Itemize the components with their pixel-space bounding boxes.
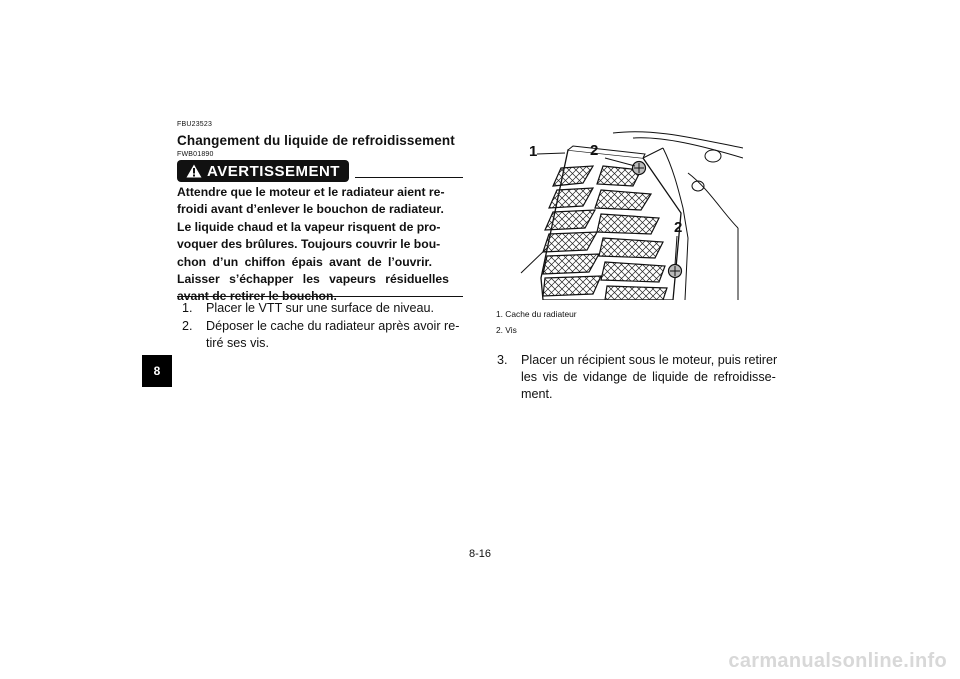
step-number: 2. [182,319,193,333]
warning-line: Le liquide chaud et la vapeur risquent de pro- [177,219,441,234]
warning-line: avant de retirer le bouchon. [177,289,337,304]
callout-2-top: 2 [590,142,599,159]
warning-rule [355,177,463,178]
warning-triangle-icon [186,164,202,178]
section-title: Changement du liquide de refroidissement [177,133,455,148]
page-number: 8-16 [468,548,492,560]
figure-caption-2: 2. Vis [496,325,517,335]
warning-badge-label: AVERTISSEMENT [207,162,340,180]
step-text-continued: les vis de vidange de liquide de refroidisse- [521,370,776,384]
step-2 [182,318,463,354]
chapter-tab: 8 [142,355,172,387]
step-number: 1. [182,301,193,315]
warning-end-rule [177,296,463,297]
warning-line: froidi avant d’enlever le bouchon de radiateur. [177,202,444,217]
callout-1: 1 [529,143,538,160]
warning-badge [177,160,349,182]
step-text: Déposer le cache du radiateur après avoir re- [206,319,460,333]
radiator-illustration-graphic [513,128,743,300]
warning-line: Attendre que le moteur et le radiateur aient re- [177,185,445,199]
step-3 [497,352,778,406]
warning-line: Laisser s’échapper les vapeurs résiduelles [177,272,449,287]
section-code: FBU23523 [177,121,213,128]
warning-code: FWB01890 [177,151,214,158]
warning-header [177,160,463,182]
step-text-continued: tiré ses vis. [206,336,269,350]
callout-2-bottom: 2 [674,219,683,236]
step-text: Placer le VTT sur une surface de niveau. [206,301,434,315]
warning-line: voquer des brûlures. Toujours couvrir le bou- [177,237,441,252]
radiator-cover-illustration [513,128,743,300]
step-text: Placer un récipient sous le moteur, puis retirer [521,353,778,367]
step-number: 3. [497,353,508,367]
watermark: carmanualsonline.info [728,650,947,672]
warning-line: chon d’un chiffon épais avant de l’ouvrir. [177,254,433,269]
figure-caption-1: 1. Cache du radiateur [496,309,577,319]
step-text-continued: ment. [521,387,553,401]
warning-text [177,184,463,306]
step-1 [182,300,463,318]
